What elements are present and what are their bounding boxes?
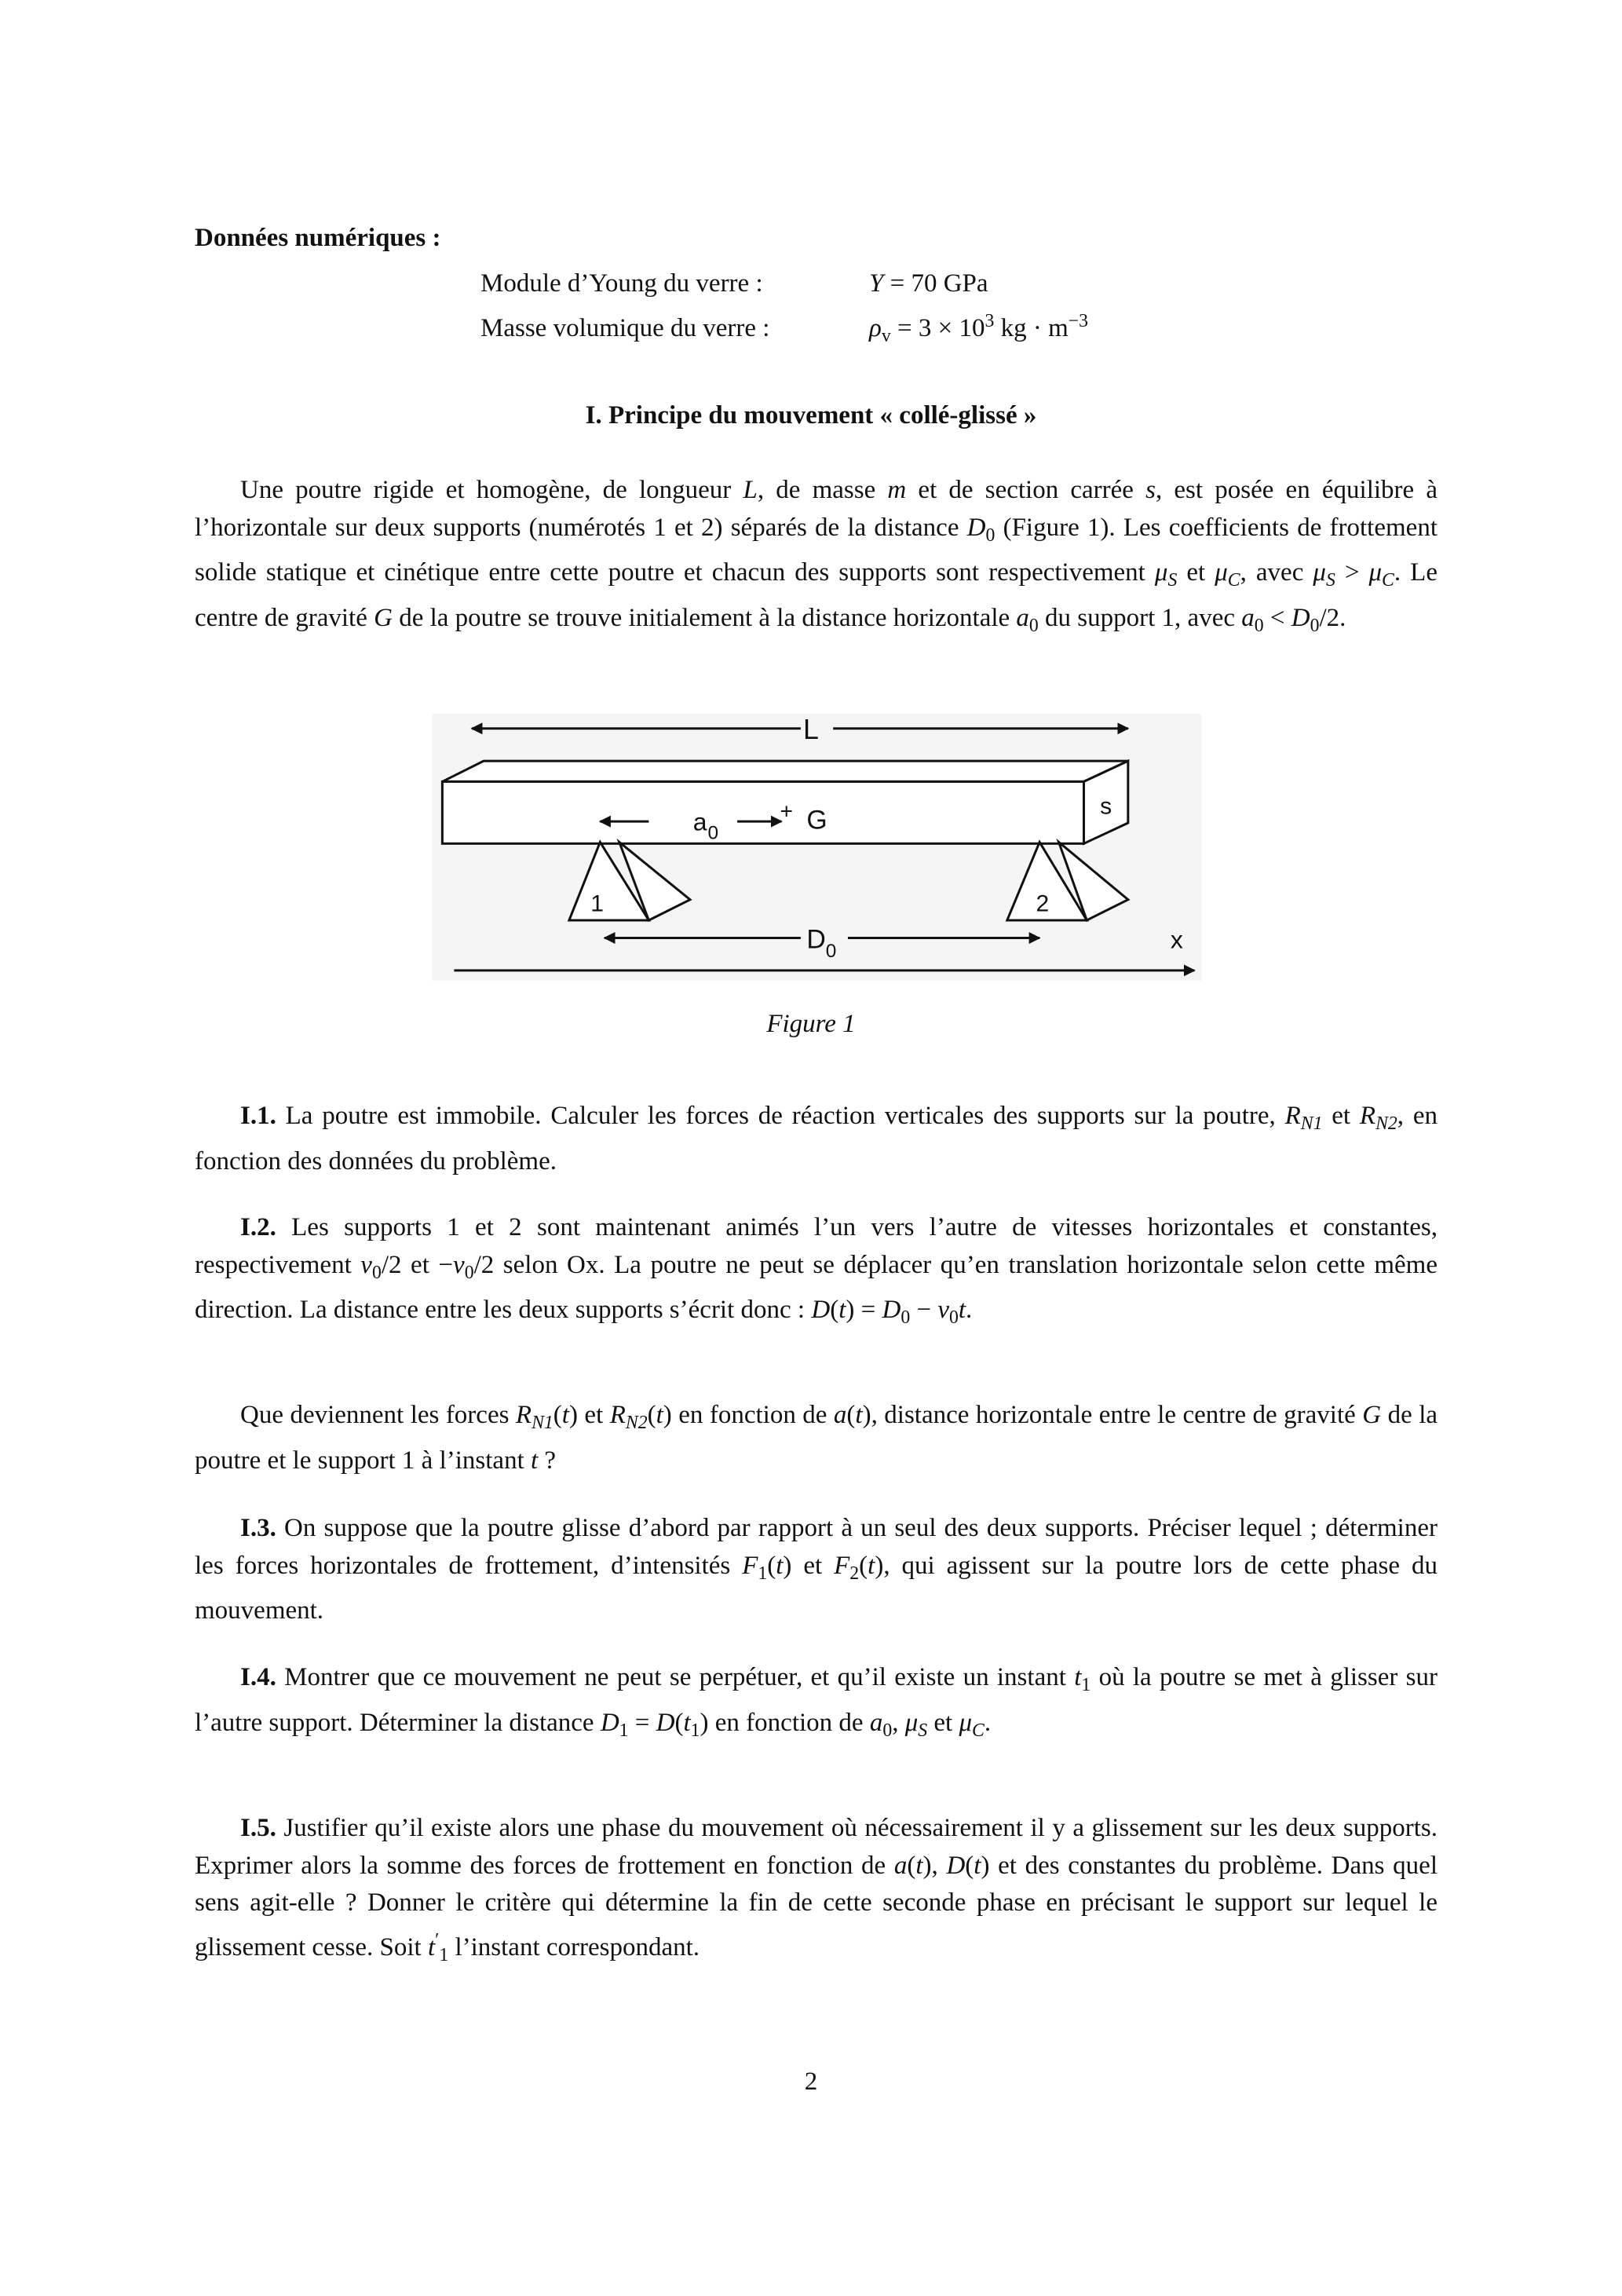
math-symbol: 0 [1254,615,1264,636]
math-symbol: 3 [985,311,995,331]
math-symbol: t [915,1851,923,1880]
text-run: ), distance horizontale entre le centre de gravité [862,1401,1363,1429]
math-symbol: N2 [625,1413,648,1434]
math-symbol: t [531,1446,539,1475]
text-run: ( [830,1296,839,1325]
text-run: = [628,1708,656,1737]
math-symbol: D [966,513,986,542]
math-symbol: 0 [882,1720,893,1741]
label-x: x [1170,925,1183,954]
text-run: . [984,1708,992,1737]
label-plus: + [780,798,793,824]
math-symbol: v [881,326,891,346]
math-symbol: ′ [435,1929,440,1951]
math-symbol: a [1241,603,1255,632]
text-run: ( [965,1851,974,1880]
text-run: (Figure 1). Les coefficients de frottement solide statique et cinétique entre cette poutre et chacun des supports sont respectivement [195,513,1438,587]
math-symbol: t [855,1401,863,1429]
text-run: . Le centre de gravité [195,558,1438,632]
label-support-2: 2 [1036,890,1050,917]
label-L: L [803,714,819,745]
question-number: I.5. [240,1814,276,1842]
math-symbol: μ [1154,558,1168,587]
text-run: ) et des constantes du problème. Dans quel sens agit-elle ? Donner le critère qui détermine la fin de cette seconde phase en précisant le support sur lequel le glissement cesse. Soit [195,1851,1438,1961]
math-symbol: S [918,1720,928,1741]
text-run: Montrer que ce mouvement ne peut se perpétuer, et qu’il existe un instant [276,1663,1075,1691]
section-title: I. Principe du mouvement « collé-glissé » [585,401,1037,430]
figure-caption: Figure 1 [766,1010,856,1038]
text-run: ) en fonction de [663,1401,834,1429]
math-symbol: 1 [690,1720,700,1741]
text-run: ) et [568,1401,610,1429]
math-symbol: S [1325,570,1335,591]
math-symbol: t [776,1551,784,1580]
constant-label: Masse volumique du verre : [480,313,770,342]
text-run: ( [767,1551,776,1580]
math-symbol: 0 [1028,615,1039,636]
text-run: Justifier qu’il existe alors une phase du mouvement où nécessairement il y a glissement sur les deux supports. Exprimer alors la somme des forces de frottement en fonction de [195,1814,1438,1880]
beam-top-face [442,761,1127,781]
text-run: /2 selon Ox. La poutre ne peut se déplacer qu’en translation horizontale selon cette même direction. La distance entre les deux supports s’écrit donc : [195,1250,1438,1325]
figure-1-beam-diagram [432,714,1202,981]
text-run: ), [922,1851,947,1880]
math-symbol: t [1074,1663,1082,1691]
question-number: I.2. [240,1213,276,1241]
text-run: = 70 GPa [883,269,988,298]
math-symbol: G [374,603,393,632]
math-symbol: 1 [619,1720,629,1741]
math-symbol: μ [959,1708,973,1737]
text-run: ( [674,1708,684,1737]
math-symbol: μ [904,1708,919,1737]
math-symbol: 0 [371,1262,382,1283]
text-run: Que deviennent les forces [240,1401,516,1429]
question-I4 [195,1659,1438,1749]
math-symbol: t [838,1296,846,1325]
math-symbol: −3 [1068,311,1089,331]
math-symbol: 1 [1081,1675,1091,1696]
math-symbol: μ [1368,558,1383,587]
label-a: a [692,807,707,836]
math-symbol: S [1167,570,1178,591]
math-symbol: D [811,1296,831,1325]
text-run: , [892,1708,905,1737]
math-symbol: C [1382,570,1394,591]
question-I2-followup [195,1397,1438,1479]
text-run: Une poutre rigide et homogène, de longueur [240,476,743,504]
label-s: s [1100,793,1112,820]
text-run: /2. [1319,603,1346,632]
math-symbol: N1 [1300,1113,1323,1135]
question-number: I.1. [240,1102,276,1130]
label-G: G [806,805,827,835]
math-symbol: D [1291,603,1310,632]
math-symbol: D [600,1708,619,1737]
text-run: du support 1, avec [1038,603,1242,632]
math-symbol: t [868,1551,875,1580]
text-run: et [1322,1102,1360,1130]
math-symbol: s [1145,476,1156,504]
text-run: l’instant correspondant. [448,1932,700,1961]
label-support-1: 1 [590,890,604,917]
math-symbol: F [834,1551,850,1580]
text-run: , de masse [757,476,888,504]
text-run: La poutre est immobile. Calculer les forces de réaction verticales des supports sur la poutre, [276,1102,1285,1130]
text-run: ) et [783,1551,835,1580]
math-symbol: a [1016,603,1029,632]
math-symbol: 0 [948,1307,959,1329]
math-symbol: N2 [1375,1113,1397,1135]
math-symbol: N1 [532,1413,553,1434]
math-symbol: v [937,1296,949,1325]
math-symbol: R [609,1401,626,1429]
math-symbol: a [833,1401,847,1429]
math-symbol: G [1362,1401,1382,1429]
text-run: de la poutre et le support 1 à l’instant [195,1401,1438,1475]
math-symbol: t [974,1851,981,1880]
math-symbol: 0 [1310,615,1320,636]
math-symbol: a [869,1708,883,1737]
question-I2 [195,1209,1438,1337]
label-D-sub: 0 [825,940,837,962]
math-symbol: v [360,1250,372,1279]
text-run: , est posée en équilibre à l’horizontale sur deux supports (numérotés 1 et 2) séparés de la distance [195,476,1438,542]
text-run: − [910,1296,938,1325]
text-run: et de section carrée [906,476,1146,504]
math-symbol: D [946,1851,966,1880]
math-symbol: 0 [985,525,995,546]
text-run: , avec [1240,558,1313,587]
math-symbol: t [427,1932,436,1961]
math-symbol: C [972,1720,985,1741]
text-run: ), qui agissent sur la poutre lors de cette phase du mouvement. [195,1551,1438,1625]
math-symbol: D [882,1296,901,1325]
text-run: ( [907,1851,916,1880]
text-run: On suppose que la poutre glisse d’abord par rapport à un seul des deux supports. Préciser lequel ; déterminer les forces horizontales de frottement, d’intensités [195,1514,1438,1580]
math-symbol: t [656,1401,663,1429]
question-number: I.4. [240,1663,276,1691]
question-I1 [195,1098,1438,1180]
math-symbol: D [656,1708,675,1737]
text-run: et [1177,558,1215,587]
text-run: où la poutre se met à glisser sur l’autre support. Déterminer la distance [195,1663,1438,1737]
math-symbol: 1 [758,1563,768,1584]
question-number: I.3. [240,1514,276,1542]
math-symbol: t [561,1401,569,1429]
page-number: 2 [804,2067,818,2096]
math-symbol: ρ [869,313,882,342]
math-symbol: a [893,1851,908,1880]
math-symbol: μ [1313,558,1326,587]
intro-paragraph [195,472,1438,645]
text-run: ( [553,1401,562,1429]
math-symbol: 0 [901,1307,911,1329]
text-run: , en fonction des données du problème. [195,1102,1438,1175]
text-run: ( [859,1551,868,1580]
math-symbol: 0 [464,1262,474,1283]
math-symbol: C [1227,570,1240,591]
constant-density [480,303,1088,356]
text-run: . [966,1296,973,1325]
question-I5 [195,1810,1438,1974]
math-symbol: L [743,476,758,504]
math-symbol: R [515,1401,532,1429]
numerical-data-heading: Données numériques : [195,224,441,252]
math-symbol: μ [1215,558,1228,587]
text-run: ) = [846,1296,882,1325]
beam-front-face [442,781,1083,843]
text-run: > [1335,558,1369,587]
math-symbol: 2 [849,1563,860,1584]
text-run: de la poutre se trouve initialement à la distance horizontale [392,603,1017,632]
text-run: ? [538,1446,557,1475]
math-symbol: m [887,476,907,504]
math-symbol: R [1359,1102,1376,1130]
text-run: = 3 × 10 [890,313,985,342]
text-run: ( [846,1401,856,1429]
text-run: < [1263,603,1291,632]
math-symbol: F [742,1551,758,1580]
math-symbol: v [453,1250,465,1279]
math-symbol: 1 [439,1944,449,1965]
text-run: ( [647,1401,656,1429]
math-symbol: t [683,1708,691,1737]
text-run: /2 et − [381,1250,454,1279]
constant-label: Module d’Young du verre : [480,269,763,298]
question-I3 [195,1510,1438,1630]
math-symbol: R [1284,1102,1301,1130]
math-symbol: Y [869,269,884,298]
text-run: et [927,1708,959,1737]
label-D: D [806,924,826,955]
math-symbol: t [958,1296,966,1325]
text-run: Les supports 1 et 2 sont maintenant animés l’un vers l’autre de vitesses horizontales et constantes, respectivement [195,1213,1438,1279]
constant-young-modulus [480,265,988,303]
text-run: ) en fonction de [700,1708,870,1737]
text-run: kg · m [994,313,1069,342]
label-a-sub: 0 [707,822,719,844]
